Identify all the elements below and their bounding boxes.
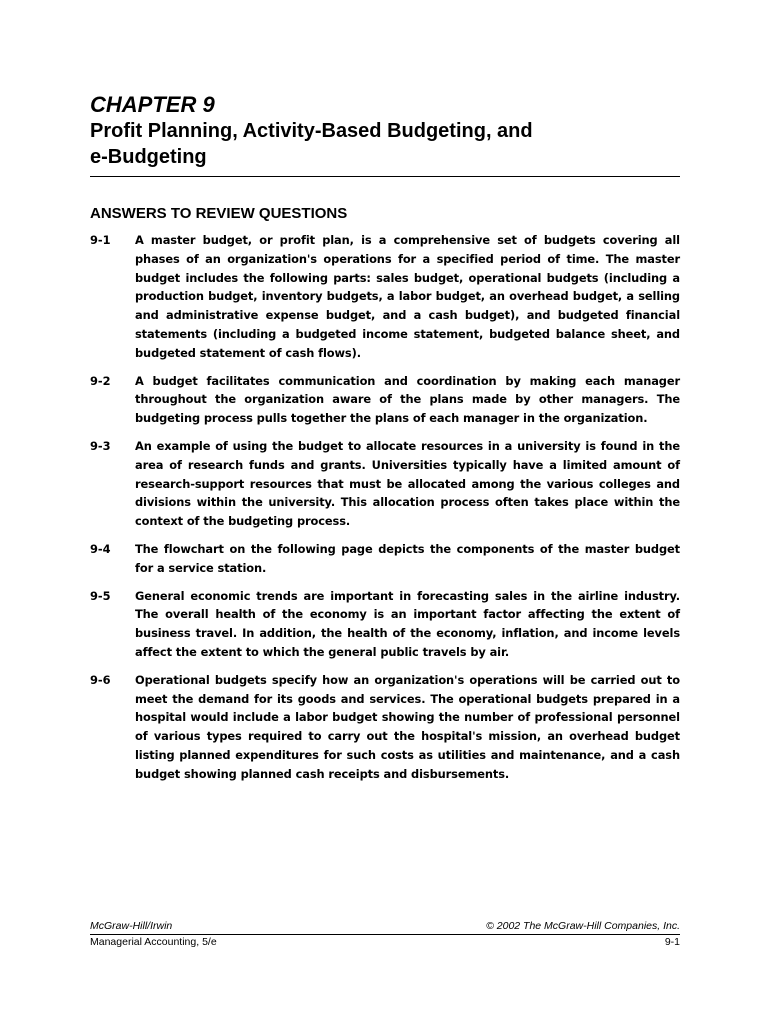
question-number: 9-5 [90, 588, 111, 603]
answer-text: Operational budgets specify how an organization's operations will be carried out to meet the demand for its goods and services. The operational budgets prepared in a hospital would include a labor budget showing the number of professional personnel of various types required to carry out the hospital's mission, an overhead budget listing planned expenditures for such costs as utilities and maintenance, and a cash budget showing planned cash receipts and disbursements. [135, 672, 680, 781]
question-number: 9-2 [90, 373, 111, 388]
answer-text: The flowchart on the following page depicts the components of the master budget for a service station. [135, 541, 680, 575]
answer-text: A master budget, or profit plan, is a comprehensive set of budgets covering all phases of an organization's operations for a specified period of time. The master budget includes the following parts: sales budget, operational budgets (including a production budget, inventory budgets, a labor budget, an overhead budget, a selling and administrative expense budget, and a cash budget), and budgeted financial statements (including a budgeted income statement, budgeted balance sheet, and budgeted statement of cash flows). [135, 233, 680, 360]
question-item [90, 372, 680, 428]
section-heading: ANSWERS TO REVIEW QUESTIONS [90, 205, 348, 222]
chapter-heading: CHAPTER 9 [90, 92, 215, 117]
answer-text: An example of using the budget to allocate resources in a university is found in the area of research funds and grants. Universities typically have a limited amount of research-support resources that must be allocated among the various colleges and divisions within the university. This allocation process often takes place within the context of the budgeting process. [135, 438, 680, 529]
question-item [90, 231, 680, 363]
footer-book-title: Managerial Accounting, 5/e [90, 936, 217, 948]
question-number: 9-4 [90, 541, 111, 556]
answer-text: General economic trends are important in forecasting sales in the airline industry. The overall health of the economy is an important factor affecting the extent of business travel. In addition, the health of the economy, inflation, and income levels affect the extent to which the general public travels by air. [135, 588, 680, 659]
chapter-title-line-1: Profit Planning, Activity-Based Budgeting, and [90, 120, 533, 142]
question-item [90, 437, 680, 531]
title-divider [90, 176, 680, 177]
footer-page-number: 9-1 [664, 936, 680, 948]
footer-publisher: McGraw-Hill/Irwin [90, 920, 173, 932]
question-number: 9-1 [90, 233, 111, 247]
question-number: 9-3 [90, 438, 111, 453]
question-item [90, 540, 680, 578]
question-item [90, 671, 680, 784]
answer-text: A budget facilitates communication and coordination by making each manager throughout the organization aware of the plans made by other managers. The budgeting process pulls together the plans of each manager in the organization. [135, 373, 680, 426]
footer-copyright: © 2002 The McGraw-Hill Companies, Inc. [486, 920, 680, 932]
page-footer [90, 920, 680, 948]
chapter-title-line-2: e-Budgeting [90, 146, 207, 168]
document-page [90, 92, 680, 793]
question-item [90, 587, 680, 662]
footer-divider [90, 934, 680, 935]
question-number: 9-6 [90, 672, 111, 687]
